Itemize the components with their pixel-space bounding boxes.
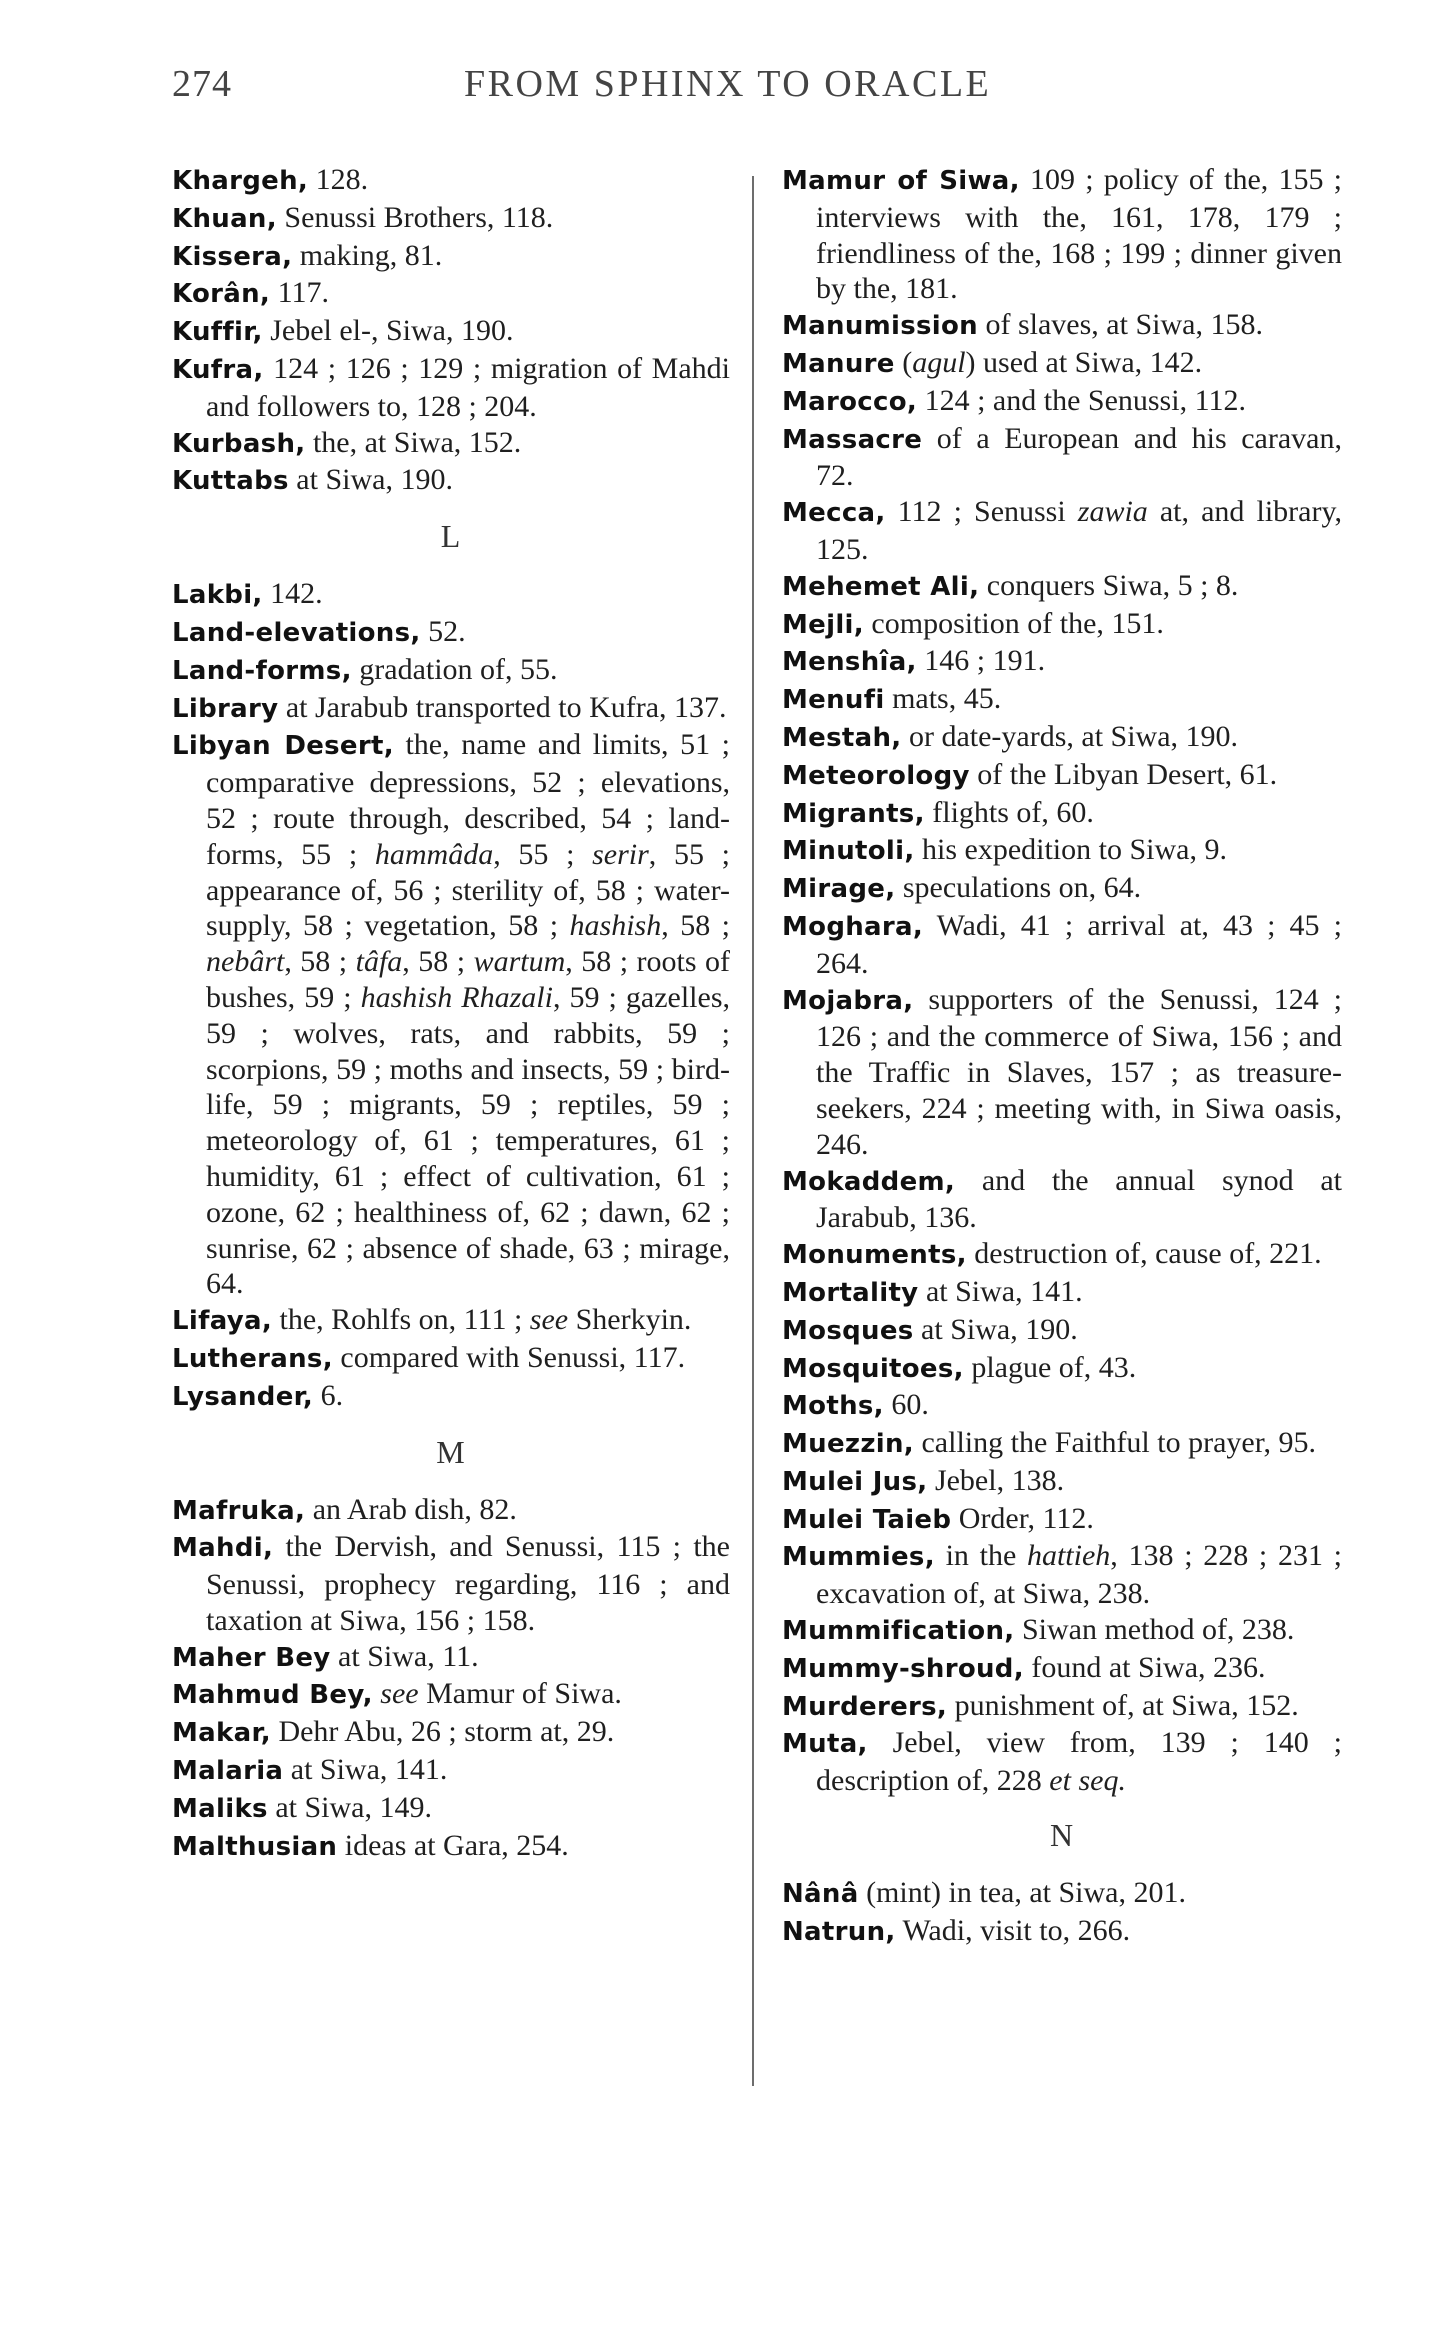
entry-italic-term: hattieh xyxy=(1026,1539,1111,1573)
entry-italic-term: serir xyxy=(592,837,649,871)
entry-headword: Migrants, xyxy=(782,798,925,829)
entry-headword: Malthusian xyxy=(172,1831,338,1862)
index-entry xyxy=(172,1302,730,1340)
index-entry xyxy=(782,1463,1342,1501)
index-entry xyxy=(782,1350,1342,1388)
entry-headword: Nânâ xyxy=(782,1879,859,1910)
entry-text: , 58 ; xyxy=(402,945,474,979)
index-entry xyxy=(172,200,730,238)
entry-text: making, 81. xyxy=(292,238,443,272)
index-entry xyxy=(782,162,1342,307)
entry-text: Jebel, view from, 139 ; 140 ; description of, 228 xyxy=(816,1726,1342,1798)
entry-headword: Moths, xyxy=(782,1391,884,1422)
entry-italic-term: hammâda xyxy=(374,837,494,871)
entry-text: at Jarabub transported to Kufra, 137. xyxy=(278,690,727,724)
entry-headword: Khuan, xyxy=(172,203,277,234)
index-entry xyxy=(782,494,1342,568)
entry-headword: Malaria xyxy=(172,1756,284,1787)
index-entry xyxy=(172,425,730,463)
entry-headword: Massacre xyxy=(782,424,923,455)
entry-headword: Mecca, xyxy=(782,498,886,529)
entry-headword: Moghara, xyxy=(782,911,924,942)
entry-text: the, Rohlfs on, 111 ; xyxy=(272,1303,530,1337)
index-entry xyxy=(172,1714,730,1752)
index-entry xyxy=(782,421,1342,495)
entry-text: Dehr Abu, 26 ; storm at, 29. xyxy=(270,1715,615,1749)
entry-headword: Kissera, xyxy=(172,241,293,272)
entry-text: destruction of, cause of, 221. xyxy=(966,1237,1322,1271)
index-entry xyxy=(782,1913,1342,1951)
entry-headword: Lifaya, xyxy=(172,1306,273,1337)
entry-text: of a European and his caravan, 72. xyxy=(816,421,1342,493)
index-entry xyxy=(172,576,730,614)
index-entry xyxy=(782,345,1342,383)
entry-text: 142. xyxy=(262,577,323,611)
index-entry xyxy=(782,568,1342,606)
entry-headword: Mestah, xyxy=(782,722,902,753)
entry-headword: Mirage, xyxy=(782,874,896,905)
entry-text: at Siwa, 141. xyxy=(918,1274,1083,1308)
entry-text: Wadi, visit to, 266. xyxy=(895,1913,1131,1947)
entry-headword: Mojabra, xyxy=(782,985,914,1016)
entry-headword: Mahdi, xyxy=(172,1533,274,1564)
entry-text: conquers Siwa, 5 ; 8. xyxy=(979,568,1239,602)
entry-headword: Kuttabs xyxy=(172,466,289,497)
entry-text: speculations on, 64. xyxy=(895,871,1142,905)
entry-headword: Kufra, xyxy=(172,354,264,385)
entry-italic-term: see xyxy=(529,1303,569,1337)
index-column-left xyxy=(172,162,730,1865)
entry-headword: Korân, xyxy=(172,279,271,310)
entry-headword: Marocco, xyxy=(782,386,918,417)
entry-text: , 55 ; appearance of, 56 ; sterility of, 58 ; water-supply, 58 ; vegetation, 58 ; xyxy=(206,837,730,943)
entry-italic-term: wartum xyxy=(473,945,566,979)
index-entry xyxy=(782,1875,1342,1913)
entry-text: ( xyxy=(894,345,913,379)
index-entry xyxy=(782,1236,1342,1274)
entry-text: ) used at Siwa, 142. xyxy=(965,345,1203,379)
index-entry xyxy=(782,1274,1342,1312)
entry-text: Jebel, 138. xyxy=(927,1463,1065,1497)
entry-text: at Siwa, 141. xyxy=(283,1753,448,1787)
index-entry xyxy=(172,275,730,313)
index-entry xyxy=(172,652,730,690)
index-entry xyxy=(782,1501,1342,1539)
entry-italic-term: hashish Rhazali xyxy=(360,980,553,1014)
entry-headword: Muezzin, xyxy=(782,1429,914,1460)
entry-text: of the Libyan Desert, 61. xyxy=(969,757,1278,791)
entry-text: the Dervish, and Senussi, 115 ; the Senussi, prophecy regarding, 116 ; and taxation at Siwa, 156 ; 158. xyxy=(206,1530,730,1637)
entry-headword: Mummy-shroud, xyxy=(782,1653,1024,1684)
entry-text: 112 ; Senussi xyxy=(885,495,1078,529)
entry-text: , 138 ; 228 ; 231 ; excavation of, at Siwa, 238. xyxy=(816,1539,1342,1611)
entry-text: Senussi Brothers, 118. xyxy=(276,200,554,234)
index-entry xyxy=(172,1492,730,1530)
entry-headword: Kuffir, xyxy=(172,317,263,348)
index-entry xyxy=(172,1529,730,1638)
entry-text: Jebel el-, Siwa, 190. xyxy=(262,314,514,348)
entry-headword: Mosquitoes, xyxy=(782,1353,964,1384)
index-entry xyxy=(172,1752,730,1790)
entry-headword: Mamur of Siwa, xyxy=(782,166,1020,196)
index-entry xyxy=(782,643,1342,681)
entry-text: at Siwa, 149. xyxy=(267,1790,432,1824)
index-letter-heading: N xyxy=(1049,1817,1075,1854)
page-header xyxy=(172,62,1302,112)
entry-headword: Library xyxy=(172,693,279,724)
entry-headword: Makar, xyxy=(172,1718,271,1749)
entry-text: found at Siwa, 236. xyxy=(1023,1650,1266,1684)
entry-headword: Lysander, xyxy=(172,1381,314,1412)
index-entry xyxy=(782,757,1342,795)
entry-headword: Mortality xyxy=(782,1277,919,1308)
entry-headword: Mulei Taieb xyxy=(782,1504,952,1535)
entry-italic-term: tâfa xyxy=(355,945,403,979)
entry-headword: Kurbash, xyxy=(172,428,306,459)
entry-headword: Khargeh, xyxy=(172,166,309,196)
entry-text: 117. xyxy=(270,276,329,310)
index-entry xyxy=(172,1828,730,1866)
index-entry xyxy=(172,462,730,500)
entry-text: flights of, 60. xyxy=(924,795,1094,829)
entry-headword: Libyan Desert, xyxy=(172,731,394,762)
entry-headword: Menufi xyxy=(782,685,885,716)
index-entry xyxy=(172,1790,730,1828)
index-letter-heading: M xyxy=(436,1433,466,1470)
index-entry xyxy=(172,1378,730,1416)
index-entry xyxy=(782,606,1342,644)
entry-headword: Muta, xyxy=(782,1729,868,1760)
entry-headword: Mulei Jus, xyxy=(782,1466,928,1497)
entry-text: ideas at Gara, 254. xyxy=(337,1828,569,1862)
entry-headword: Mokaddem, xyxy=(782,1166,956,1197)
entry-text: , 58 ; xyxy=(284,945,356,979)
entry-text: calling the Faithful to prayer, 95. xyxy=(913,1426,1317,1460)
entry-headword: Mafruka, xyxy=(172,1495,306,1526)
entry-text: plague of, 43. xyxy=(963,1350,1137,1384)
entry-text: Wadi, 41 ; arrival at, 43 ; 45 ; 264. xyxy=(816,908,1342,980)
entry-text: or date-yards, at Siwa, 190. xyxy=(901,719,1239,753)
index-entry xyxy=(782,1688,1342,1726)
index-entry xyxy=(172,614,730,652)
index-entry xyxy=(782,1163,1342,1237)
entry-headword: Minutoli, xyxy=(782,836,915,867)
index-entry xyxy=(782,908,1342,982)
entry-headword: Meteorology xyxy=(782,760,970,791)
entry-text: at Siwa, 190. xyxy=(913,1312,1078,1346)
index-letter-heading: L xyxy=(440,518,462,555)
entry-text: 124 ; 126 ; 129 ; migration of Mahdi and followers to, 128 ; 204. xyxy=(206,351,730,423)
index-entry xyxy=(782,719,1342,757)
entry-text: punishment of, at Siwa, 152. xyxy=(947,1688,1299,1722)
index-entry xyxy=(172,690,730,728)
entry-text: at Siwa, 190. xyxy=(288,463,453,497)
entry-headword: Mejli, xyxy=(782,609,864,640)
index-entry xyxy=(172,238,730,276)
entry-headword: Mummification, xyxy=(782,1616,1015,1647)
index-entry xyxy=(782,1387,1342,1425)
entry-italic-term: hashish xyxy=(569,909,662,943)
index-entry xyxy=(782,1725,1342,1799)
entry-headword: Manure xyxy=(782,348,895,379)
entry-text: of slaves, at Siwa, 158. xyxy=(977,308,1263,342)
index-entry xyxy=(782,795,1342,833)
entry-text: Mamur of Siwa. xyxy=(418,1677,622,1711)
entry-text: at, and library, 125. xyxy=(816,495,1343,566)
entry-headword: Maliks xyxy=(172,1793,268,1824)
index-entry xyxy=(782,681,1342,719)
entry-headword: Land-elevations, xyxy=(172,617,421,648)
entry-headword: Lakbi, xyxy=(172,580,263,611)
running-title: FROM SPHINX TO ORACLE xyxy=(464,63,992,105)
index-entry xyxy=(782,870,1342,908)
index-entry xyxy=(172,1676,730,1714)
entry-text: 6. xyxy=(313,1378,344,1412)
entry-text: , 55 ; xyxy=(493,837,593,871)
entry-headword: Lutherans, xyxy=(172,1343,333,1374)
index-entry xyxy=(782,1650,1342,1688)
entry-headword: Murderers, xyxy=(782,1691,948,1722)
entry-headword: Mehemet Ali, xyxy=(782,571,980,602)
index-entry xyxy=(782,982,1342,1163)
entry-text: and the annual synod at Jarabub, 136. xyxy=(816,1163,1342,1235)
entry-italic-term: zawia xyxy=(1077,495,1148,529)
index-entry xyxy=(782,1312,1342,1350)
entry-text: gradation of, 55. xyxy=(351,652,558,686)
entry-text: compared with Senussi, 117. xyxy=(332,1340,686,1374)
entry-text: his expedition to Siwa, 9. xyxy=(914,833,1227,867)
entry-text: at Siwa, 11. xyxy=(330,1639,479,1673)
entry-text: an Arab dish, 82. xyxy=(305,1492,517,1526)
entry-text: in the xyxy=(934,1539,1027,1573)
index-entry xyxy=(782,307,1342,345)
entry-italic-term: et seq. xyxy=(1049,1764,1126,1798)
entry-text: Order, 112. xyxy=(951,1501,1094,1535)
index-entry xyxy=(782,1425,1342,1463)
index-entry xyxy=(782,383,1342,421)
index-entry xyxy=(172,727,730,1302)
entry-text: the, name and limits, 51 ; comparative depressions, 52 ; elevations, 52 ; route through, described, 54 ; land-forms, 55 ; xyxy=(206,728,730,871)
entry-text: 109 ; policy of the, 155 ; interviews with the, 161, 178, 179 ; friendliness of the, 168 ; 199 ; dinner given by the, 181. xyxy=(816,163,1343,306)
entry-text: (mint) in tea, at Siwa, 201. xyxy=(858,1876,1186,1910)
entry-text: supporters of the Senussi, 124 ; 126 ; and the commerce of Siwa, 156 ; and the Traffic in Slaves, 157 ; as treasure-seekers, 224 ; meeting with, in Siwa oasis, 246. xyxy=(816,982,1342,1161)
index-entry xyxy=(172,313,730,351)
index-entry xyxy=(782,832,1342,870)
entry-headword: Land-forms, xyxy=(172,655,352,686)
entry-headword: Menshîa, xyxy=(782,647,917,678)
entry-headword: Natrun, xyxy=(782,1916,896,1947)
index-entry xyxy=(782,1538,1342,1612)
entry-text: Siwan method of, 238. xyxy=(1014,1613,1295,1647)
entry-text: 146 ; 191. xyxy=(916,644,1046,678)
entry-text: , 58 ; xyxy=(661,909,730,943)
entry-headword: Mahmud Bey, xyxy=(172,1680,373,1711)
entry-headword: Mummies, xyxy=(782,1542,935,1573)
entry-text: 124 ; and the Senussi, 112. xyxy=(917,383,1246,417)
entry-text: , 58 ; roots of bushes, 59 ; xyxy=(206,945,730,1014)
index-entry xyxy=(172,351,730,425)
entry-headword: Maher Bey xyxy=(172,1642,331,1673)
column-divider xyxy=(752,176,754,2086)
index-entry xyxy=(172,162,730,200)
index-entry xyxy=(782,1612,1342,1650)
index-entry xyxy=(172,1340,730,1378)
index-column-right xyxy=(782,162,1342,1951)
page-number: 274 xyxy=(172,63,232,105)
entry-italic-term: agul xyxy=(912,345,966,379)
entry-text: 128. xyxy=(308,163,369,196)
entry-text: mats, 45. xyxy=(884,682,1002,716)
entry-text: 60. xyxy=(883,1388,929,1422)
entry-headword: Monuments, xyxy=(782,1240,967,1271)
entry-text: composition of the, 151. xyxy=(863,606,1164,640)
entry-headword: Manumission xyxy=(782,311,978,342)
entry-headword: Mosques xyxy=(782,1315,914,1346)
entry-italic-term: nebârt xyxy=(206,945,285,979)
entry-italic-term: see xyxy=(380,1677,419,1711)
index-entry xyxy=(172,1639,730,1677)
entry-text: the, at Siwa, 152. xyxy=(305,425,522,459)
entry-text: 52. xyxy=(420,614,466,648)
entry-text: , 59 ; gazelles, 59 ; wolves, rats, and rabbits, 59 ; scorpions, 59 ; moths and insects, 59 ; bird-life, 59 ; migrants, 59 ; reptiles, 59 ; meteorology of, 61 ; temperatures, 61 ; humidity, 61 ; effect of cultivation, 61 ; ozone, 62 ; healthiness of, 62 ; dawn, 62 ; sunrise, 62 ; absence of shade, 63 ; mirage, 64. xyxy=(206,980,731,1301)
entry-text: Sherkyin. xyxy=(568,1303,692,1337)
